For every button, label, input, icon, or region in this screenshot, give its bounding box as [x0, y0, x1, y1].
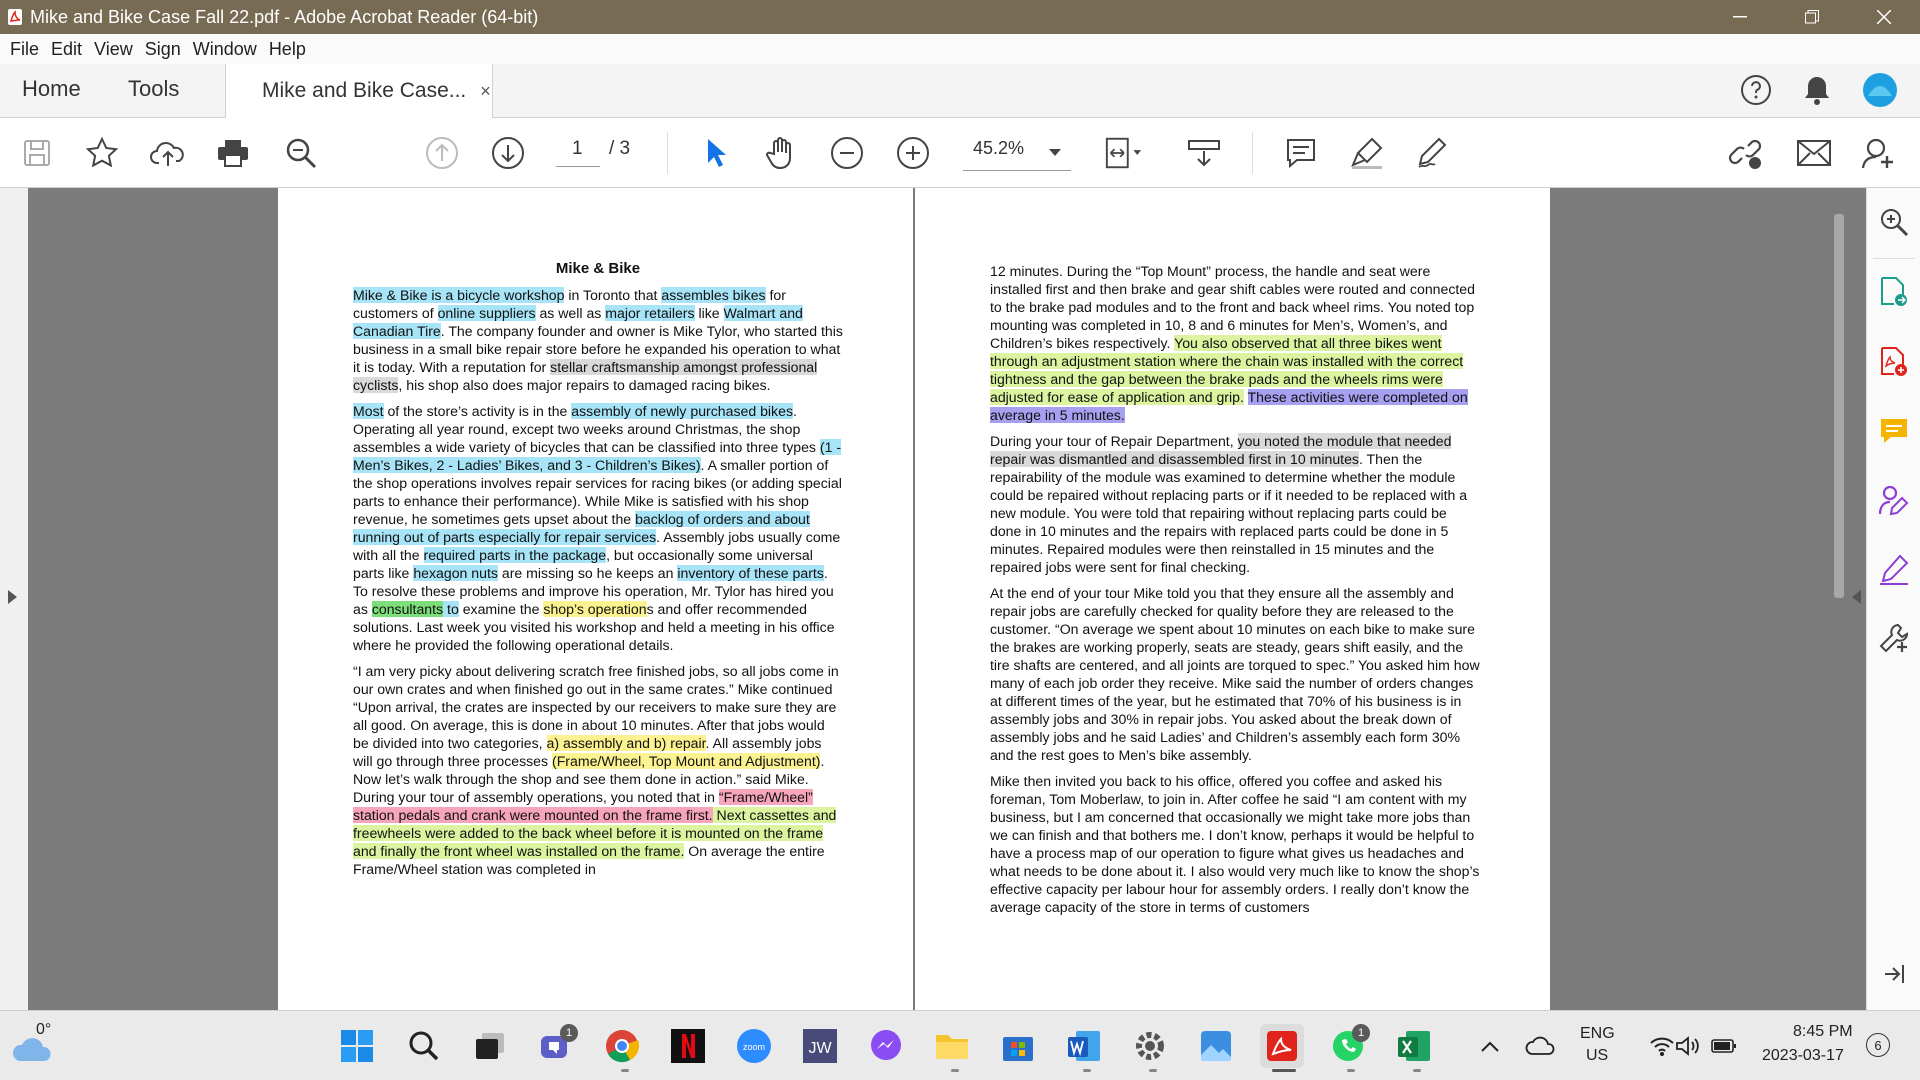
zoom-app-label: zoom	[742, 1042, 766, 1052]
comment-icon[interactable]	[1282, 134, 1320, 172]
file-explorer-icon[interactable]	[930, 1024, 974, 1068]
collapse-right-panel-icon[interactable]	[1852, 590, 1862, 609]
text-run: of the store’s activity is in the	[383, 403, 572, 419]
zoom-app-icon[interactable]	[732, 1024, 776, 1068]
text-run: “I am very picky about delivering scratch free finished jobs, so all jobs come in our own crates and when finished go out in the same crates.” Mike continued “Upon arrival, the crates are inspected by our receivers to make sure they are all good. On average, this is done in about 10 minutes. After that jobs would be divided into two categories,	[353, 663, 839, 751]
main-toolbar	[0, 118, 1920, 188]
paragraph	[353, 286, 843, 394]
highlighted-text[interactable]: stellar craftsmanship amongst professional cyclists	[353, 359, 818, 393]
text-run: At the end of your tour Mike told you that they ensure all the assembly and repair jobs are carefully checked for quality before they are released to the customer. “On average we spent about 10 minutes on each bike to make sure the brakes are working properly, seats are steady, gears shift easily, and the tire shafts are centered, and all joints are torqued to spec.” You asked him how many of each job order they receive. Mike said the number of orders changes at different times of the year, but he estimated that 70% of his business is in assembly jobs and 30% in repair jobs. You asked about the break down of assembly jobs and he said Ladies’ and Children’s assembly each form 30% and the rest goes to Men’s bike assembly.	[990, 585, 1480, 763]
highlighted-text[interactable]: Next cassettes and freewheels were added to the back wheel before it is mounted on the frame and finally the front wheel was installed on the frame.	[353, 807, 837, 859]
highlight-pen-icon[interactable]	[1348, 134, 1386, 172]
excel-icon[interactable]	[1392, 1024, 1436, 1068]
highlighted-text[interactable]: required parts in the package	[423, 547, 607, 563]
menu-edit[interactable]: Edit	[51, 38, 83, 59]
text-run: for customers of	[353, 287, 786, 321]
text-run: , but occasionally some universal parts like	[353, 547, 813, 581]
menu-view[interactable]: View	[94, 38, 133, 59]
whatsapp-icon[interactable]	[1326, 1024, 1370, 1068]
highlighted-text[interactable]: assembly of newly purchased bikes	[571, 403, 793, 419]
highlighted-text[interactable]: These activities were completed on average in 5 minutes.	[990, 389, 1468, 423]
sign-pen-icon[interactable]	[1413, 134, 1451, 172]
clock-time[interactable]: 8:45 PM	[1793, 1023, 1853, 1040]
fit-page-icon[interactable]	[1104, 134, 1142, 172]
menu-sign[interactable]: Sign	[144, 38, 181, 59]
text-run: , his shop also does major repairs to damaged racing bikes.	[398, 377, 771, 393]
chrome-icon[interactable]	[600, 1024, 644, 1068]
text-run: On average the entire Frame/Wheel station was completed in	[353, 843, 825, 877]
left-panel-collapsed	[0, 188, 28, 1010]
text-run: Mike then invited you back to his office, offered you coffee and asked his foreman, Tom Moberlaw, to join in. After coffee he said “I am content with my business, but I am concerned that occasionally we might take more jobs than we can finish and that bothers me. I don’t know, perhaps it would be helpful to have a process map of our operation to figure what gives us headaches and what needs to be done about it. I also would very much like to know the shop’s effective capacity per labour hour for assembly orders. I really don’t know the average capacity of the store in terms of customers	[990, 773, 1480, 915]
paragraph	[990, 584, 1480, 764]
highlighted-text[interactable]: you noted the module that needed repair was dismantled and disassembled first in 10 minutes	[990, 433, 1452, 467]
photos-icon[interactable]	[1194, 1024, 1238, 1068]
create-pdf-icon[interactable]	[1878, 346, 1910, 378]
comment-panel-icon[interactable]	[1878, 416, 1910, 448]
highlighted-text[interactable]: “Frame/Wheel” station pedals and crank were mounted on the frame first.	[353, 789, 813, 823]
minimize-button[interactable]	[1704, 0, 1776, 34]
page-down-icon[interactable]	[489, 134, 527, 172]
notification-count[interactable]: 6	[1866, 1033, 1890, 1057]
highlighted-text[interactable]: Most	[353, 403, 384, 419]
page-number-input[interactable]: 1	[572, 138, 583, 159]
expand-left-panel-icon[interactable]	[8, 590, 18, 609]
upload-cloud-icon[interactable]	[149, 134, 187, 172]
add-user-icon[interactable]	[1860, 134, 1898, 172]
text-run: like	[694, 305, 724, 321]
onedrive-icon[interactable]	[1518, 1024, 1562, 1068]
text-run: as well as	[535, 305, 606, 321]
highlighted-text[interactable]: Mike & Bike is a bicycle workshop	[353, 287, 565, 303]
highlighted-text[interactable]: shop’s operation	[543, 601, 647, 617]
title-bar	[0, 0, 1920, 34]
pdf-page-2	[915, 188, 1550, 1010]
menu-file[interactable]: File	[10, 38, 40, 59]
jw-app-label: JW	[808, 1040, 832, 1057]
text-run: . Operating all year round, except two weeks around Christmas, the shop assembles a wide variety of bicycles that can be classified into three types	[353, 403, 820, 455]
fill-sign-icon[interactable]	[1878, 554, 1910, 586]
text-run: . Assembly jobs usually come with all the	[353, 529, 841, 563]
text-run: . All assembly jobs will go through three processes	[353, 735, 822, 769]
text-run: . Now let’s walk through the shop and see them done in action.” said Mike. During your tour of assembly operations, you noted that in	[353, 753, 825, 805]
tab-tools[interactable]: Tools	[128, 76, 180, 101]
scrolling-mode-icon[interactable]	[1185, 134, 1223, 172]
region-indicator[interactable]: US	[1586, 1047, 1609, 1064]
settings-gear-icon[interactable]	[1128, 1024, 1172, 1068]
text-run: . Then the repairability of the module was examined to determine whether the module could be repaired without replacing parts or if it needed to be replaced with a new module. You were told that repairing without replacing parts could be done in 10 minutes and the repairs with replaced parts could be done in 5 minutes. Repaired modules were then reinstalled in 15 minutes and the repaired jobs were sent for final checking.	[990, 451, 1468, 575]
page-1-text	[353, 260, 843, 886]
acrobat-icon	[0, 0, 30, 34]
weather-widget[interactable]	[10, 1021, 70, 1071]
microsoft-store-icon[interactable]	[996, 1024, 1040, 1068]
tab-bar	[0, 64, 1920, 118]
paragraph	[353, 402, 843, 654]
share-link-icon[interactable]	[1727, 134, 1765, 172]
chevron-up-icon[interactable]	[1468, 1024, 1512, 1068]
highlighted-text[interactable]: assembles bikes	[661, 287, 766, 303]
text-run: s and offer recommended solutions. Last week you visited his workshop and held a meeting in his office where he provided the following operational details.	[353, 601, 835, 653]
restore-button[interactable]	[1776, 0, 1848, 34]
highlighted-text[interactable]: consultants	[371, 601, 444, 617]
text-run: are missing so he keeps an	[497, 565, 678, 581]
text-run	[1244, 389, 1248, 405]
teams-badge: 1	[560, 1024, 578, 1042]
menu-window[interactable]: Window	[192, 38, 257, 59]
highlighted-text[interactable]: inventory of these parts	[677, 565, 824, 581]
export-pdf-icon[interactable]	[1878, 276, 1910, 308]
hand-tool-icon[interactable]	[762, 134, 800, 172]
weather-temperature: 0°	[36, 1021, 52, 1038]
highlighted-text[interactable]: to	[443, 601, 459, 617]
highlighted-text[interactable]: a) assembly and b) repair	[546, 735, 706, 751]
task-view-icon[interactable]	[468, 1024, 512, 1068]
acrobat-taskbar-icon[interactable]	[1260, 1024, 1304, 1068]
highlighted-text[interactable]: hexagon nuts	[413, 565, 498, 581]
zoom-level-field[interactable]: 45.2%	[973, 138, 1025, 158]
text-run: in Toronto that	[564, 287, 662, 303]
toolbar-divider	[1252, 132, 1253, 174]
page-2-text	[990, 262, 1480, 924]
taskbar-search-icon[interactable]	[402, 1024, 446, 1068]
running-indicators	[350, 1069, 1450, 1073]
page-2-paragraphs	[990, 262, 1480, 916]
highlighted-text[interactable]: Walmart and Canadian Tire	[353, 305, 803, 339]
language-indicator[interactable]: ENG	[1580, 1025, 1615, 1042]
highlighted-text[interactable]: major retailers	[605, 305, 695, 321]
word-icon[interactable]	[1062, 1024, 1106, 1068]
toolbar-divider	[667, 132, 668, 174]
highlighted-text[interactable]: You also observed that all three bikes went through an adjustment station where the chain was installed with the correct tightness and the gap between the brake pads and the wheels rims were adjusted for ease of application and grip.	[990, 335, 1464, 405]
window-title: Mike and Bike Case Fall 22.pdf - Adobe Acrobat Reader (64-bit)	[30, 6, 539, 27]
chevron-down-icon[interactable]	[1036, 134, 1074, 172]
menu-help[interactable]: Help	[268, 38, 306, 59]
text-run: . The company founder and owner is Mike Tylor, who started this business in a small bike repair store before he expanded his operation to what it is today. With a reputation for	[353, 323, 843, 375]
collapse-panel-icon[interactable]	[1878, 958, 1910, 990]
page-1-paragraphs	[353, 286, 843, 878]
paragraph	[353, 662, 843, 878]
page-up-icon[interactable]	[423, 134, 461, 172]
text-run: During your tour of Repair Department,	[990, 433, 1238, 449]
tab-home[interactable]: Home	[22, 76, 81, 101]
profile-avatar[interactable]	[1862, 72, 1898, 113]
right-tools-panel	[1866, 188, 1920, 1010]
windows-start-icon[interactable]	[335, 1024, 379, 1068]
messenger-icon[interactable]	[864, 1024, 908, 1068]
tab-document[interactable]	[225, 64, 493, 118]
netflix-icon[interactable]	[666, 1024, 710, 1068]
close-tab-icon[interactable]: ×	[480, 80, 491, 101]
zoom-in-icon[interactable]	[894, 134, 932, 172]
document-tab-label: Mike and Bike Case...	[262, 79, 467, 102]
close-window-button[interactable]	[1848, 0, 1920, 34]
text-run: . A smaller portion of the shop operations involves repair services for racing bikes (or adding special parts to enhance their performance). While Mike is satisfied with his shop revenue, he sometimes gets upset about the	[353, 457, 842, 527]
email-icon[interactable]	[1795, 134, 1833, 172]
clock-date[interactable]: 2023-03-17	[1762, 1047, 1844, 1064]
pdf-page-1	[278, 188, 913, 1010]
menu-bar	[0, 34, 1920, 64]
text-run: . To resolve these problems and improve his operation, Mr. Tylor has hired you as	[353, 565, 834, 617]
page-input-underline	[556, 166, 600, 167]
document-title: Mike & Bike	[555, 260, 641, 277]
highlighted-text[interactable]: (Frame/Wheel, Top Mount and Adjustment)	[552, 753, 821, 769]
search-icon[interactable]	[282, 134, 320, 172]
text-run: 12 minutes. During the “Top Mount” process, the handle and seat were installed first and then brake and gear shift cables were routed and connected to the brake pad modules and to the front and back wheel rims. You noted top mounting was completed in 10, 8 and 6 minutes for Men’s, Women’s, and Children’s bikes respectively.	[990, 263, 1475, 351]
paragraph	[990, 262, 1480, 424]
paragraph	[990, 432, 1480, 576]
star-icon[interactable]	[83, 134, 121, 172]
text-run: examine the	[458, 601, 544, 617]
windows-taskbar	[0, 1010, 1920, 1080]
zoom-search-icon[interactable]	[1878, 206, 1910, 238]
whatsapp-badge: 1	[1352, 1024, 1370, 1042]
bell-icon[interactable]	[1802, 74, 1832, 111]
help-icon[interactable]	[1740, 74, 1772, 111]
panel-divider	[1873, 258, 1915, 259]
highlighted-text[interactable]: backlog of orders and about running out of parts especially for repair services	[353, 511, 810, 545]
request-signature-icon[interactable]	[1878, 484, 1910, 516]
save-icon[interactable]	[18, 134, 56, 172]
zoom-out-icon[interactable]	[828, 134, 866, 172]
vertical-scrollbar[interactable]	[1834, 214, 1844, 598]
more-tools-icon[interactable]	[1878, 622, 1910, 654]
document-viewer[interactable]	[28, 188, 1866, 1010]
highlighted-text[interactable]: (1 - Men’s Bikes, 2 - Ladies’ Bikes, and 3 - Children’s Bikes)	[353, 439, 842, 473]
print-icon[interactable]	[214, 134, 252, 172]
teams-icon[interactable]	[534, 1024, 578, 1068]
highlighted-text[interactable]: online suppliers	[437, 305, 536, 321]
battery-icon[interactable]	[1702, 1024, 1746, 1068]
page-total: / 3	[609, 138, 631, 159]
jw-library-icon[interactable]	[798, 1024, 842, 1068]
paragraph	[990, 772, 1480, 916]
select-cursor-icon[interactable]	[697, 134, 735, 172]
